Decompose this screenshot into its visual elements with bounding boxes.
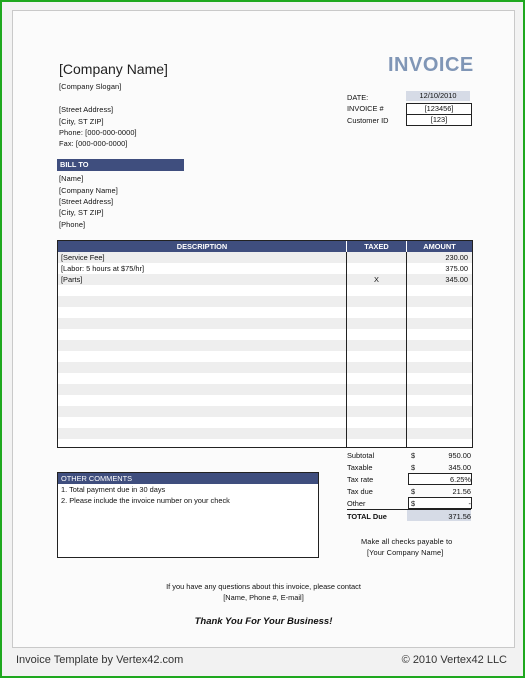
company-city: [City, ST ZIP] (59, 117, 104, 126)
company-street: [Street Address] (59, 105, 114, 114)
subtotal-value: 950.00 (448, 451, 471, 460)
thank-you-message: Thank You For Your Business! (194, 616, 333, 627)
table-row[interactable] (58, 406, 472, 417)
bill-to-name: [Name] (59, 174, 84, 183)
amount-header: AMOUNT (407, 241, 472, 252)
tax-rate-value: 6.25% (450, 475, 471, 484)
company-fax: Fax: [000-000-0000] (59, 139, 128, 148)
other-label: Other (347, 499, 366, 508)
tax-due-currency: $ (411, 487, 416, 496)
table-row[interactable] (58, 384, 472, 395)
row-description: [Service Fee] (61, 253, 105, 262)
payable-line-1: Make all checks payable to (361, 537, 453, 546)
bill-to-city: [City, ST ZIP] (59, 208, 104, 217)
table-row[interactable] (58, 274, 472, 285)
table-row[interactable] (58, 263, 472, 274)
invoice-title: INVOICE (388, 54, 474, 76)
invoice-sheet (12, 10, 515, 648)
table-row[interactable] (58, 373, 472, 384)
table-row[interactable] (58, 395, 472, 406)
column-divider (406, 252, 407, 447)
company-phone: Phone: [000-000-0000] (59, 128, 137, 137)
table-row[interactable] (58, 285, 472, 296)
row-amount: 345.00 (445, 275, 468, 284)
table-row[interactable] (58, 329, 472, 340)
total-due-value: 371.56 (448, 512, 471, 521)
invoice-number-value[interactable]: [123456] (406, 103, 472, 115)
bill-to-header: BILL TO (57, 159, 184, 171)
taxed-header: TAXED (347, 241, 406, 252)
row-description: [Parts] (61, 275, 83, 284)
bill-to-company: [Company Name] (59, 186, 118, 195)
bill-to-phone: [Phone] (59, 220, 86, 229)
column-divider (346, 252, 347, 447)
description-header: DESCRIPTION (58, 241, 346, 252)
table-row[interactable] (58, 318, 472, 329)
table-row[interactable] (58, 307, 472, 318)
row-amount: 375.00 (445, 264, 468, 273)
table-row[interactable] (58, 417, 472, 428)
tax-due-value: 21.56 (452, 487, 471, 496)
contact-line-1: If you have any questions about this invoice, please contact (166, 582, 361, 591)
total-due-label: TOTAL Due (347, 512, 387, 521)
payable-line-2: [Your Company Name] (367, 548, 444, 557)
other-currency: $ (411, 499, 416, 508)
other-comments-box[interactable] (57, 472, 319, 558)
table-row[interactable] (58, 351, 472, 362)
subtotal-currency: $ (411, 451, 416, 460)
company-name: [Company Name] (59, 61, 168, 77)
table-row[interactable] (58, 362, 472, 373)
comment-line-2: 2. Please include the invoice number on your check (61, 496, 230, 505)
table-row[interactable] (58, 296, 472, 307)
footer-credit: Invoice Template by Vertex42.com (16, 654, 184, 666)
taxable-currency: $ (411, 463, 416, 472)
date-label: DATE: (347, 93, 369, 102)
taxable-value: 345.00 (448, 463, 471, 472)
contact-line-2: [Name, Phone #, E-mail] (223, 593, 304, 602)
table-row[interactable] (58, 340, 472, 351)
bill-to-street: [Street Address] (59, 197, 114, 206)
company-slogan: [Company Slogan] (59, 82, 122, 91)
subtotal-label: Subtotal (347, 451, 375, 460)
tax-due-label: Tax due (347, 487, 373, 496)
table-row[interactable] (58, 428, 472, 439)
other-comments-header: OTHER COMMENTS (58, 473, 318, 484)
row-taxed: X (374, 275, 379, 284)
invoice-number-label: INVOICE # (347, 104, 384, 113)
date-value[interactable]: 12/10/2010 (406, 91, 470, 101)
other-value: - (468, 499, 471, 508)
tax-rate-label: Tax rate (347, 475, 374, 484)
row-description: [Labor: 5 hours at $75/hr] (61, 264, 144, 273)
comment-line-1: 1. Total payment due in 30 days (61, 485, 166, 494)
other-box[interactable] (408, 497, 472, 509)
customer-id-value[interactable]: [123] (406, 114, 472, 126)
customer-id-label: Customer ID (347, 116, 389, 125)
line-items-table (57, 240, 473, 448)
taxable-label: Taxable (347, 463, 373, 472)
table-row[interactable] (58, 252, 472, 263)
row-amount: 230.00 (445, 253, 468, 262)
footer-copyright: © 2010 Vertex42 LLC (401, 654, 507, 666)
